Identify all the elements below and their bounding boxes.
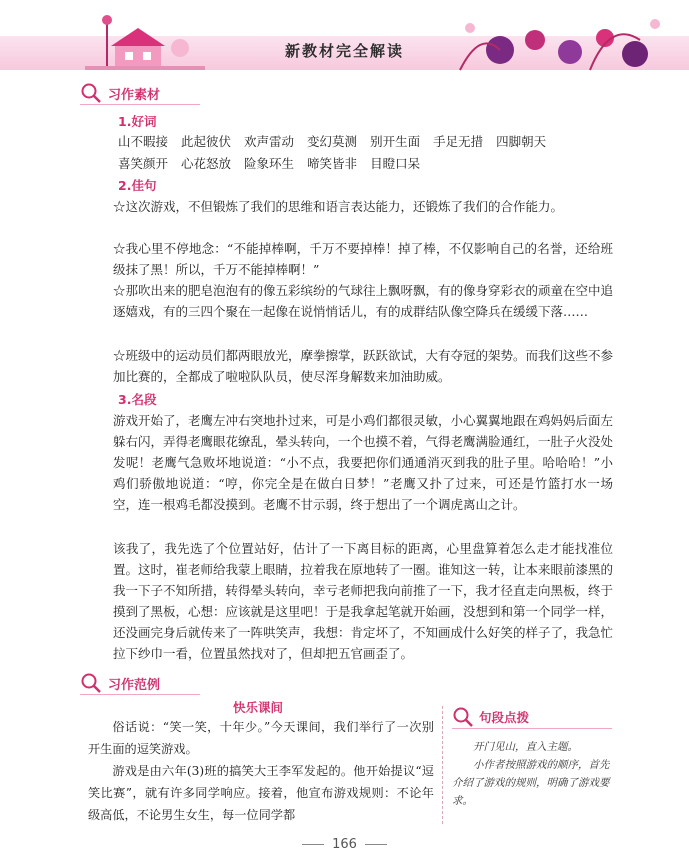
- good-paragraphs-label: 3.名段: [118, 392, 157, 407]
- section-material-label: 习作素材: [108, 87, 161, 103]
- section-underline: [80, 694, 200, 695]
- good-words-row-1: [118, 132, 559, 150]
- word: 此起彼伏: [181, 134, 232, 149]
- comment-line: 开门见山，直入主题。: [473, 741, 578, 753]
- good-words-row-2: [118, 154, 433, 172]
- word: 心花怒放: [181, 156, 232, 171]
- essay-paragraph: 游戏是由六年(3)班的搞笑大王李军发起的。他开始提议“逗笑比赛”，就有许多同学响应。接着，他宣布游戏规则：不论年级高低，不论男生女生，每一位同学都: [88, 764, 434, 822]
- comment-line: 小作者按照游戏的顺序，首先介绍了游戏的规则，明确了游戏要求。: [452, 759, 610, 807]
- magnifier-icon: [80, 82, 102, 104]
- paragraph-1: 游戏开始了，老鹰左冲右突地扑过来，可是小鸡们都很灵敏，小心翼翼地跟在鸡妈妈后面左躲右闪，弄得老鹰眼花缭乱，晕头转向，一个也摸不着，气得老鹰满脸通红，一肚子火没处发呢！老鹰气急败坏地说道：“小不点，我要把你们通通消灭到我的肚子里。哈哈哈！”小鸡们骄傲地说道：“哼，你完全是在做白日梦！”老鹰又扑了过来，可还是竹篮打水一场空，连一根鸡毛都没摸到。老鹰不甘示弱，终于想出了一个调虎离山之计。: [113, 413, 614, 512]
- magnifier-icon: [452, 706, 474, 728]
- essay-body: [88, 716, 434, 826]
- sentence-2: ☆我心里不停地念：“不能掉棒啊，千万不要掉棒！掉了棒，不仅影响自己的名誉，还给班级抹了黑！所以，千万不能掉棒啊！”: [113, 241, 613, 277]
- word: 山不暇接: [118, 134, 169, 149]
- good-sentences-label: 2.佳句: [118, 178, 157, 193]
- sentence-1: ☆这次游戏，不但锻炼了我们的思维和语言表达能力，还锻炼了我们的合作能力。: [113, 199, 564, 214]
- word: 啼笑皆非: [307, 156, 358, 171]
- sentence-3: ☆那吹出来的肥皂泡泡有的像五彩缤纷的气球往上飘呀飘，有的像身穿彩衣的顽童在空中追逐嬉戏，有的三四个聚在一起像在说悄悄话儿，有的成群结队像空降兵在缓缓下落……: [113, 283, 614, 319]
- comment-label: 句段点拨: [479, 710, 530, 725]
- page-number: 166: [0, 837, 689, 852]
- page-header: [0, 0, 689, 80]
- good-words-label: 1.好词: [118, 114, 157, 129]
- section-material-heading: [80, 82, 160, 104]
- comment-text: [452, 738, 614, 810]
- word: 别开生面: [370, 134, 421, 149]
- magnifier-icon: [80, 672, 102, 694]
- comment-underline: [452, 728, 612, 729]
- sentence-4: ☆班级中的运动员们都两眼放光，摩拳擦掌，跃跃欲试，大有夺冠的架势。而我们这些不参加比赛的，全都成了啦啦队队员，使尽浑身解数来加油助威。: [113, 348, 614, 384]
- word: 险象环生: [244, 156, 295, 171]
- comment-heading: [452, 706, 529, 728]
- essay-paragraph: 俗话说：“笑一笑，十年少。”今天课间，我们举行了一次别开生面的逗笑游戏。: [88, 720, 434, 756]
- section-example-heading: [80, 672, 160, 694]
- header-title: 新教材完全解读: [284, 42, 404, 60]
- word: 欢声雷动: [244, 134, 295, 149]
- section-example-label: 习作范例: [108, 677, 161, 693]
- word: 手足无措: [433, 134, 484, 149]
- paragraph-2: 该我了，我先选了个位置站好，估计了一下离目标的距离，心里盘算着怎么走才能找准位置。这时，崔老师给我蒙上眼睛，拉着我在原地转了一圈。谁知这一转，让本来眼前漆黑的我一下子不知所措，转得晕头转向，幸亏老师把我向前推了一下，我才径直走向黑板，终于摸到了黑板，心想：应该就是这里吧！于是我拿起笔就开始画，没想到和第一个同学一样，还没画完身后就传来了一阵哄笑声，我想：肯定坏了，不知画成什么好笑的样子了，我急忙拉下纱巾一看，位置虽然找对了，但却把五官画歪了。: [113, 541, 614, 661]
- word: 变幻莫测: [307, 134, 358, 149]
- word: 目瞪口呆: [370, 156, 421, 171]
- word: 喜笑颜开: [118, 156, 169, 171]
- word: 四脚朝天: [496, 134, 547, 149]
- section-underline: [80, 104, 200, 105]
- essay-title: 快乐课间: [232, 700, 283, 715]
